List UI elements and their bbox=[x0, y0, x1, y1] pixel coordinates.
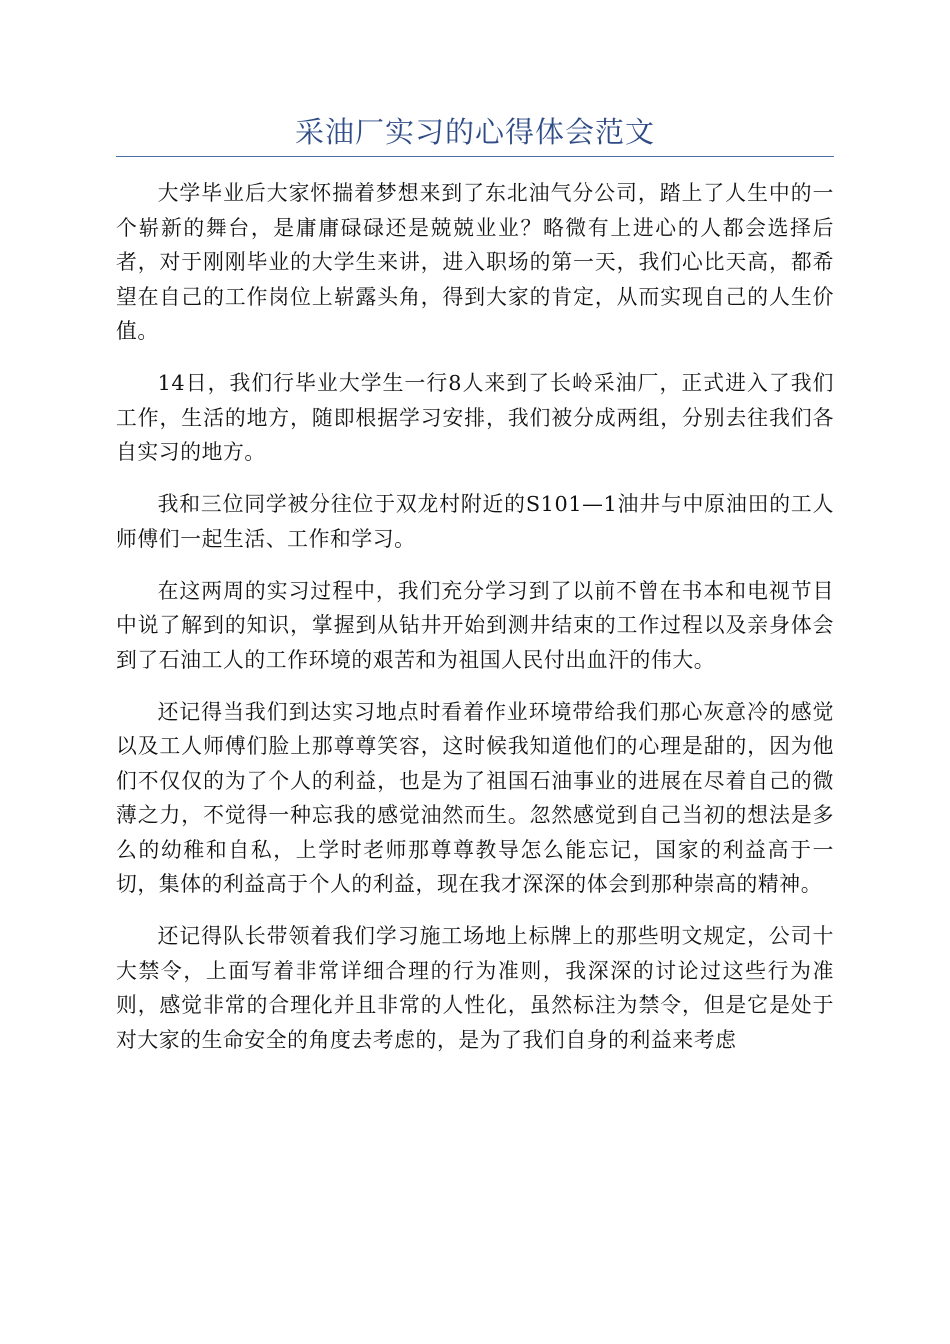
paragraph: 大学毕业后大家怀揣着梦想来到了东北油气分公司，踏上了人生中的一个崭新的舞台，是庸庸碌碌还是兢兢业业？略微有上进心的人都会选择后者，对于刚刚毕业的大学生来讲，进入职场的第一天，我们心比天高，都希望在自己的工作岗位上崭露头角，得到大家的肯定，从而实现自己的人生价值。 bbox=[116, 181, 834, 343]
paragraph: 还记得队长带领着我们学习施工场地上标牌上的那些明文规定，公司十大禁令，上面写着非常详细合理的行为准则，我深深的讨论过这些行为准则，感觉非常的合理化并且非常的人性化，虽然标注为禁令，但是它是处于对大家的生命安全的角度去考虑的，是为了我们自身的利益来考虑 bbox=[116, 924, 834, 1052]
document-title: 采油厂实习的心得体会范文 bbox=[294, 115, 655, 149]
paragraph: 14日，我们行毕业大学生一行8人来到了长岭采油厂，正式进入了我们工作，生活的地方，随即根据学习安排，我们被分成两组，分别去往我们各自实习的地方。 bbox=[116, 371, 834, 464]
paragraph: 在这两周的实习过程中，我们充分学习到了以前不曾在书本和电视节目中说了解到的知识，掌握到从钻井开始到测井结束的工作过程以及亲身体会到了石油工人的工作环境的艰苦和为祖国人民付出血汗的伟大。 bbox=[116, 578, 834, 672]
paragraph: 还记得当我们到达实习地点时看着作业环境带给我们那心灰意冷的感觉以及工人师傅们脸上那尊尊笑容，这时候我知道他们的心理是甜的，因为他们不仅仅的为了个人的利益，也是为了祖国石油事业的进展在尽着自己的微薄之力，不觉得一种忘我的感觉油然而生。忽然感觉到自己当初的想法是多么的幼稚和自私，上学时老师那尊尊教导怎么能忘记，国家的利益高于一切，集体的利益高于个人的利益，现在我才深深的体会到那种崇高的精神。 bbox=[116, 699, 834, 896]
title-block bbox=[116, 112, 834, 157]
paragraph: 我和三位同学被分往位于双龙村附近的S101—1油井与中原油田的工人师傅们一起生活、工作和学习。 bbox=[116, 492, 834, 551]
document-body bbox=[116, 176, 834, 1075]
